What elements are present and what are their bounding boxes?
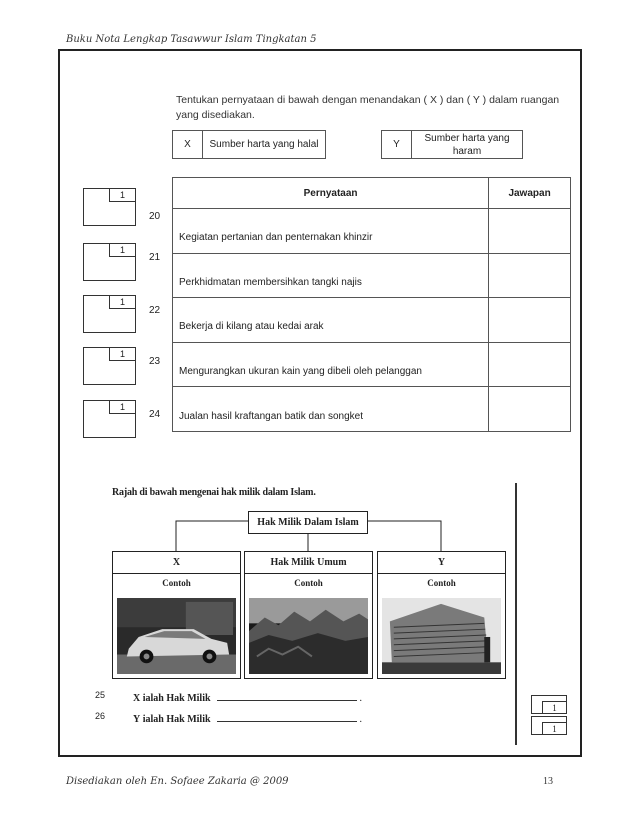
key-x-meaning: Sumber harta yang halal [209, 139, 319, 150]
branch-x [112, 551, 241, 679]
question-number-26: 26 [95, 711, 106, 721]
table-row [173, 342, 571, 387]
statement-20: Kegiatan pertanian dan penternakan khinzir [173, 209, 489, 254]
mark-value: 1 [542, 701, 566, 713]
question-number-23: 23 [149, 356, 161, 367]
question-25 [133, 691, 362, 704]
answer-cell-20[interactable] [489, 209, 571, 254]
statement-23: Mengurangkan ukuran kain yang dibeli oleh pelanggan [173, 342, 489, 387]
mark-box-26 [531, 716, 567, 735]
book-title: Buku Nota Lengkap Tasawwur Islam Tingkatan 5 [66, 34, 317, 45]
question-26 [133, 712, 362, 725]
header-answer: Jawapan [489, 178, 571, 209]
table-row [173, 298, 571, 343]
answer-cell-24[interactable] [489, 387, 571, 432]
mark-value: 1 [109, 189, 135, 202]
header-statement: Pernyataan [173, 178, 489, 209]
answer-cell-21[interactable] [489, 253, 571, 298]
statement-table [172, 177, 571, 432]
question-25-symbol: X [133, 693, 141, 704]
mark-box-25 [531, 695, 567, 714]
diagram-root: Hak Milik Dalam Islam [248, 511, 368, 534]
branch-x-example: Contoh [162, 578, 191, 588]
landscape-photo [249, 598, 368, 674]
branch-y [377, 551, 506, 679]
question-number-24: 24 [149, 409, 161, 420]
key-x [172, 130, 326, 159]
mark-box-22 [83, 295, 136, 333]
answer-cell-23[interactable] [489, 342, 571, 387]
branch-umum-label: Hak Milik Umum [245, 552, 372, 574]
statement-21: Perkhidmatan membersihkan tangki najis [173, 253, 489, 298]
answer-blank-26[interactable] [217, 712, 357, 722]
instructions: Tentukan pernyataan di bawah dengan menandakan ( X ) dan ( Y ) dalam ruangan yang disediakan. [176, 94, 560, 121]
question-26-prompt: ialah Hak Milik [142, 714, 211, 725]
question-25-end: . [359, 693, 363, 704]
branch-hak-milik-umum [244, 551, 373, 679]
table-header-row [173, 178, 571, 209]
branch-umum-example: Contoh [294, 578, 323, 588]
key-y-meaning: Sumber harta yang haram [424, 132, 510, 157]
branch-y-label: Y [378, 552, 505, 574]
question-26-end: . [359, 714, 363, 725]
mark-value: 1 [109, 348, 135, 361]
question-26-symbol: Y [133, 714, 141, 725]
table-row [173, 253, 571, 298]
table-row [173, 209, 571, 254]
key-y [381, 130, 523, 159]
mark-value: 1 [109, 244, 135, 257]
page-number: 13 [543, 776, 553, 787]
branch-y-example: Contoh [427, 578, 456, 588]
diagram-title: Rajah di bawah mengenai hak milik dalam Islam. [112, 487, 316, 498]
answer-cell-22[interactable] [489, 298, 571, 343]
answer-blank-25[interactable] [217, 691, 357, 701]
footer-credit: Disediakan oleh En. Sofaee Zakaria @ 2009 [66, 776, 289, 787]
question-25-prompt: ialah Hak Milik [142, 693, 211, 704]
mark-box-21 [83, 243, 136, 281]
mark-value: 1 [109, 296, 135, 309]
question-number-22: 22 [149, 305, 161, 316]
key-x-symbol: X [173, 131, 203, 158]
section-rule [515, 483, 517, 745]
statement-22: Bekerja di kilang atau kedai arak [173, 298, 489, 343]
building-photo [382, 598, 501, 674]
mark-box-23 [83, 347, 136, 385]
mark-value: 1 [109, 401, 135, 414]
mark-value: 1 [542, 722, 566, 734]
question-number-20: 20 [149, 211, 161, 222]
question-number-21: 21 [149, 252, 161, 263]
statement-24: Jualan hasil kraftangan batik dan songket [173, 387, 489, 432]
question-number-25: 25 [95, 690, 106, 700]
car-photo [117, 598, 236, 674]
mark-box-20 [83, 188, 136, 226]
mark-box-24 [83, 400, 136, 438]
key-y-symbol: Y [382, 131, 412, 158]
table-row [173, 387, 571, 432]
branch-x-label: X [113, 552, 240, 574]
